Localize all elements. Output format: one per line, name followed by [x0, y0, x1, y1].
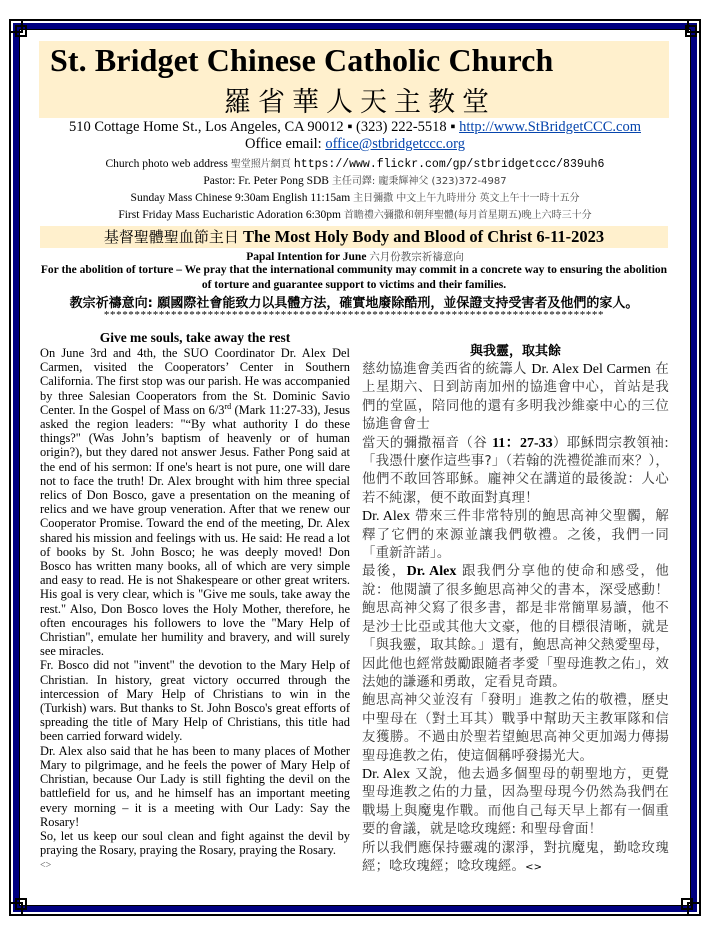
zh-p3-text: 帶來三件非常特別的鮑思高神父聖髑，解釋了它們的來源並讓我們敬禮。之後，我們一同「重新許諾」。 [362, 509, 669, 562]
feast-title [40, 226, 668, 248]
article-english [40, 330, 350, 874]
article-chinese-paragraph-1 [362, 361, 669, 435]
article-chinese-paragraph-2 [362, 435, 669, 509]
email-line [30, 136, 680, 153]
article-chinese-paragraph-7 [362, 840, 669, 878]
article-chinese-paragraph-6 [362, 766, 669, 840]
p1-text-b: (Mark 11:27-33), Jesus asked the region leaders: "“By what authority I do these things?" (Was John’s baptism of heavenly or of human origin?), but they dared not answer Jesus. Father Pong said at the end of his sermon: If one's heart is not pure, one will dare not to face the truth! Dr. Alex brought with him three special relics of Don Bosco, gave a presentation on the meaning of relics and we have group veneration. After that we renew our Cooperator Promise. Toward the end of the meeting, Dr. Alex shared his mission and feelings with us. He said: He read a lot of books by St. John Bosco; he was deeply moved! Don Bosco has written many books, all of which are very simple and easy to read. He is not Shakespeare or other great writers. His goal is very clear, which is "Give me souls, take away the rest." Also, Don Bosco loves the Holy Mother, therefore, he often encourages his followers to love the "Mary Help of Christian", emulate her humility and bravery, and will surely see miracles. [40, 402, 350, 659]
address-text: 510 Cottage Home St., Los Angeles, CA 90012 ▪ (323) 222-5518 ▪ [68, 119, 460, 135]
frame-corner-bottom-right-inner [681, 898, 693, 910]
zh-p6-name: Dr. Alex [362, 766, 410, 782]
pastor-english: Pastor: Fr. Peter Pong SDB [203, 175, 332, 187]
article-english-end-mark [40, 857, 350, 873]
zh-p4-name: Dr. Alex [406, 564, 457, 580]
zh-p3-name: Dr. Alex [362, 509, 410, 525]
separator-asterisks: ********************************************************************************** [103, 309, 605, 321]
article-english-title: Give me souls, take away the rest [99, 330, 291, 345]
zh-p2-text-b: ）耶穌問宗教領袖:「我憑什麼作這些事?」（若翰的洗禮從誰而來？），他們不敢回答耶穌。龐神父在講道的最後說：人心若不純潔，便不敢面對真理！ [362, 435, 669, 506]
zh-p4-text-b: 跟我們分享他的使命和感受，他說：他閱讀了很多鮑思高神父的書本，深受感動！鮑思高神父寫了很多書，都是非常簡單易讀，他不是沙士比亞或其他大文豪，他的目標很清晰，就是「與我靈，取其餘。」還有，鮑思高神父熱愛聖母，因此他也經常鼓勵跟隨者孝愛「聖母進教之佑」，效法她的謙遜和勇敢，定看見奇蹟。 [362, 564, 669, 690]
zh-p7-text: 所以我們應保持靈魂的潔淨，對抗魔鬼，勤唸玫瑰經；唸玫瑰經；唸玫瑰經。 [362, 840, 669, 874]
article-english-paragraph-4: So, let us keep our soul clean and fight against the devil by praying the Rosary, praying the Rosary, praying the Rosary. [40, 828, 350, 858]
zh-p2-reference: 11：27-33 [492, 435, 553, 451]
article-chinese-paragraph-4 [362, 563, 669, 692]
end-diamond-icon: <> [525, 861, 543, 873]
article-english-paragraph-1 [40, 346, 350, 658]
frame-corner-bottom-left-inner [15, 898, 27, 910]
papal-intention-heading [30, 249, 680, 264]
zh-p2-text-a: 當天的彌撒福音（谷 [362, 435, 493, 451]
first-friday-chinese: 首瞻禮六彌撒和朝拜聖體(每月首星期五)晚上六時三十分 [343, 210, 592, 221]
papal-intention-chinese: 教宗祈禱意向: 願國際社會能致力以具體方法，確實地廢除酷刑，並保證支持受害者及他們的家人。 [69, 296, 639, 311]
first-friday-english: First Friday Mass Eucharistic Adoration 6:30pm [118, 209, 344, 221]
article-chinese-paragraph-3 [362, 508, 669, 563]
zh-p4-text-a: 最後， [362, 564, 407, 580]
article-chinese-paragraph-5: 鮑思高神父並沒有「發明」進教之佑的敬禮，歷史中聖母在（對土耳其）戰爭中幫助天主教軍隊和信友獲勝。不過由於聖若望鮑思高神父更加竭力傳揚聖母進教之佑，使這個稱呼發揚光大。 [362, 693, 669, 764]
email-label: Office email: [245, 136, 326, 152]
sunday-mass-chinese: 主日彌撒 中文上午九時卅分 英文上午十一時十五分 [353, 193, 580, 204]
end-diamond-icon: <> [40, 860, 52, 872]
zh-p1-name: Dr. Alex Del Carmen [531, 362, 651, 377]
pastor-line [30, 172, 680, 187]
zh-p1-text-a: 慈幼協進會美西省的統籌人 [362, 362, 532, 377]
papal-intention-label: Papal Intention for June [246, 251, 370, 263]
sunday-mass-line [30, 189, 680, 204]
address-line [30, 119, 680, 136]
sunday-mass-english: Sunday Mass Chinese 9:30am English 11:15am [130, 192, 354, 204]
article-chinese [362, 343, 669, 877]
article-english-paragraph-3: Dr. Alex also said that he has been to many places of Mother Mary to pilgrimage, and he feels the power of Mary Help of Christian, because Our Lady is still fighting the devil on the battlefield for us, and he himself has an important meeting every morning – it is a meeting with Our Lady: Say the Rosary! [40, 743, 350, 829]
pastor-chinese: 主任司鐸: 龐秉輝神父 (323)372-4987 [331, 176, 507, 187]
article-chinese-title: 與我靈，取其餘 [469, 344, 561, 359]
papal-intention-label-chinese: 六月份教宗祈禱意向 [369, 251, 464, 263]
article-english-paragraph-2: Fr. Bosco did not "invent" the devotion to the Mary Help of Christian. In history, great victory occurred through the intercession of Mary Help of Christians to win in the (Turkish) wars. But thanks to St. John Bosco's great efforts of spreading the title of Mary Help of Christians, this title had been carried forward widely. [40, 658, 350, 744]
zh-p1-text-b: 在上星期六、日到訪南加州的協進會中心，首站是我們的堂區，陪同他的還有多明我沙維豪中心的三位協進會會士 [362, 362, 669, 433]
frame-corner-top-left-inner [15, 25, 27, 37]
zh-p6-text: 又說，他去過多個聖母的朝聖地方，更覺聖母進教之佑的力量，因為聖母現今仍然為我們在戰場上與魔鬼作戰。而他自己每天早上都有一個重要的會議，就是唸玫瑰經: 和聖母會面！ [362, 766, 669, 838]
photo-address-line [30, 155, 680, 171]
first-friday-line [30, 206, 680, 221]
website-link[interactable]: http://www.StBridgetCCC.com [459, 119, 641, 135]
papal-intention-english: For the abolition of torture – We pray that the international community may commit in a concrete way to ensuring the abolition of torture and guarantee support to victims and their families. [40, 264, 668, 291]
p1-text-a: On June 3rd and 4th, the SUO Coordinator Dr. Alex Del Carmen, visited the Cooperators’ Center in Southern California. The first stop was our parish. He was accompanied by three Salesian Cooperators from the St. Dominic Savio Center. In the Gospel of Mass on 6/3 [40, 346, 350, 417]
church-name-english: St. Bridget Chinese Catholic Church [50, 42, 554, 78]
email-link[interactable]: office@stbridgetccc.org [325, 136, 465, 152]
feast-title-chinese: 基督聖體聖血節主日 [103, 228, 239, 246]
photo-label-chinese: 聖堂照片網頁 [230, 159, 294, 170]
church-name-chinese: 羅省華人天主教堂 [224, 87, 496, 118]
feast-title-english: The Most Holy Body and Blood of Christ 6-11-2023 [238, 227, 605, 246]
ordinal-superscript: rd [224, 401, 232, 411]
frame-corner-top-right-inner [685, 25, 697, 37]
photo-url[interactable]: https://www.flickr.com/gp/stbridgetccc/839uh6 [293, 158, 605, 171]
photo-label: Church photo web address [105, 158, 231, 170]
